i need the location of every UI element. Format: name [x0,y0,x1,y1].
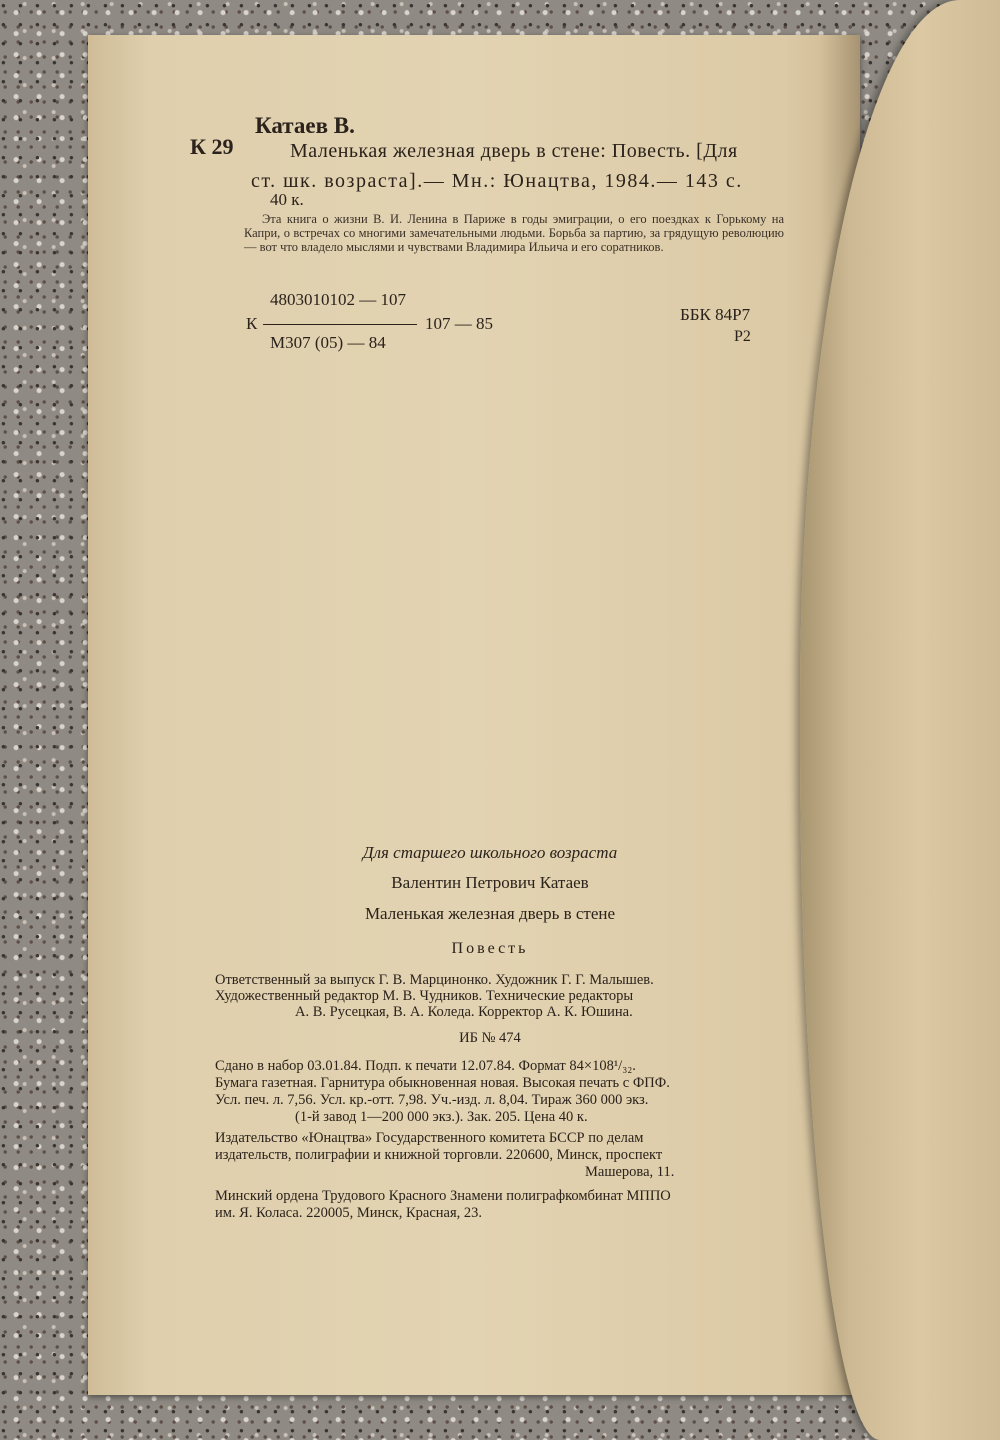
isbn-bottom: М307 (05) — 84 [270,333,386,352]
ib-number: ИБ № 474 [459,1030,521,1046]
book-title: Маленькая железная дверь в стене [364,904,616,923]
imprint-line: Сдано в набор 03.01.84. Подп. к печати 12.07.84. Формат 84×108¹/₃₂. [215,1058,636,1074]
catalog-price: 40 к. [270,190,304,209]
isbn-top: 4803010102 — 107 [270,290,406,309]
catalog-annotation [244,212,784,254]
printer-line: Минский ордена Трудового Красного Знамени полиграфкомбинат МППО [215,1188,671,1204]
imprint-line: Усл. печ. л. 7,56. Усл. кр.-отт. 7,98. Уч.-изд. л. 8,04. Тираж 360 000 экз. [215,1092,649,1108]
annotation-text: Эта книга о жизни В. И. Ленина в Париже в годы эмиграции, о его поездках к Горькому на Капри, о встречах со многими замечательными людьми. Борьба за партию, за грядущую революцию — вот что владело мыслями и чувствами Владимира Ильича и его соратников. [244,212,784,254]
fraction-line [263,324,417,325]
catalog-code: К 29 [190,134,234,159]
catalog-entry-line-1: Маленькая железная дверь в стене: Повесть. [Для [290,140,738,162]
k-right: 107 — 85 [425,314,493,333]
bbk-code: ББК 84Р7 [680,305,751,324]
author-full-name: Валентин Петрович Катаев [391,873,589,892]
credits-block [215,972,760,1020]
rz-code: Р2 [734,328,751,345]
printer-line: им. Я. Коласа. 220005, Минск, Красная, 23. [215,1205,483,1221]
publisher-line: Издательство «Юнацтва» Государственного комитета БССР по делам [215,1130,644,1146]
credits-line: А. В. Русецкая, В. А. Коледа. Корректор А. К. Юшина. [295,1004,633,1020]
book-genre: Повесть [451,940,529,957]
credits-line: Ответственный за выпуск Г. В. Марцинонко. Художник Г. Г. Малышев. [215,972,654,988]
catalog-author: Катаев В. [255,113,355,138]
imprint-block [215,1058,760,1126]
publisher-line: Машерова, 11. [585,1164,675,1180]
imprint-line: Бумага газетная. Гарнитура обыкновенная новая. Высокая печать с ФПФ. [215,1075,670,1091]
publisher-block [215,1130,760,1181]
printer-block [215,1188,760,1222]
catalog-entry-line-2: ст. шк. возраста].— Мн.: Юнацтва, 1984.— 143 с. [251,170,743,192]
audience-note: Для старшего школьного возраста [362,843,618,862]
credits-line: Художественный редактор М. В. Чудников. Технические редакторы [215,988,634,1004]
k-letter: К [246,314,258,333]
publisher-line: издательств, полиграфии и книжной торговли. 220600, Минск, проспект [215,1147,663,1163]
imprint-line: (1-й завод 1—200 000 экз.). Зак. 205. Цена 40 к. [295,1109,588,1125]
